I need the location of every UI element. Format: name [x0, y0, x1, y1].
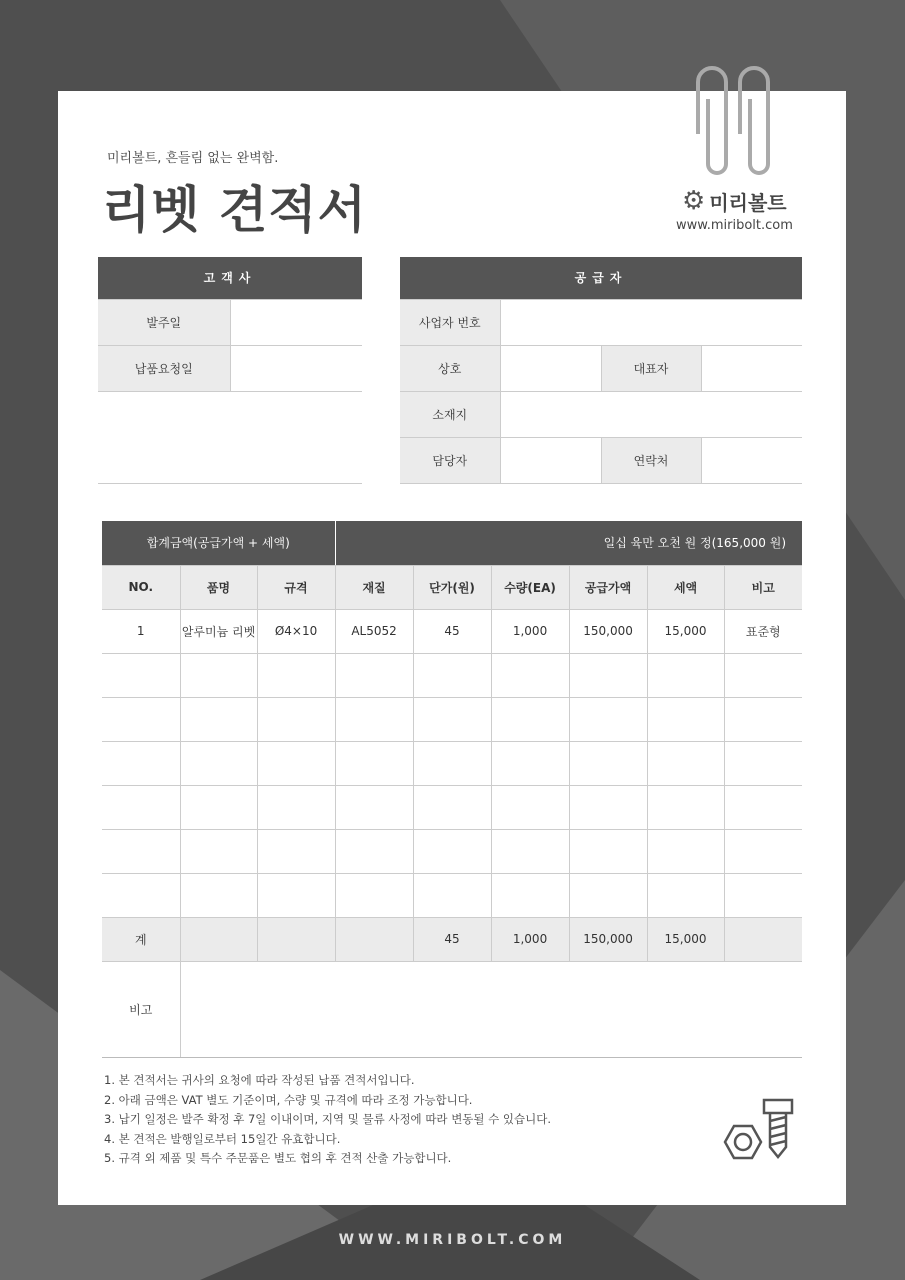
table-cell[interactable]	[102, 741, 180, 785]
column-header: 재질	[335, 565, 413, 609]
table-cell[interactable]: 알루미늄 리벳	[180, 609, 257, 653]
table-cell[interactable]	[180, 785, 257, 829]
order-date-label: 발주일	[98, 299, 230, 345]
column-header: 단가(원)	[413, 565, 491, 609]
sum-cell: 15,000	[647, 917, 724, 961]
table-cell[interactable]	[413, 873, 491, 917]
table-cell[interactable]	[724, 653, 802, 697]
table-cell[interactable]	[491, 785, 569, 829]
table-row	[102, 785, 802, 829]
customer-table	[98, 257, 362, 484]
remarks-label: 비고	[102, 961, 180, 1057]
column-header: 품명	[180, 565, 257, 609]
table-cell[interactable]	[102, 829, 180, 873]
table-cell[interactable]: 45	[413, 609, 491, 653]
table-cell[interactable]	[257, 697, 335, 741]
table-cell[interactable]	[335, 653, 413, 697]
table-cell[interactable]	[413, 785, 491, 829]
table-cell[interactable]	[335, 873, 413, 917]
supplier-header: 공급자	[400, 257, 802, 299]
total-value: 일십 육만 오천 원 정(165,000 원)	[335, 521, 802, 565]
table-cell[interactable]	[413, 829, 491, 873]
remarks-field[interactable]	[180, 961, 802, 1057]
table-cell[interactable]: AL5052	[335, 609, 413, 653]
note: 1. 본 견적서는 귀사의 요청에 따라 작성된 납품 견적서입니다.	[104, 1073, 415, 1087]
table-cell[interactable]	[257, 741, 335, 785]
page-title: 리벳 견적서	[102, 181, 367, 239]
table-cell[interactable]	[491, 697, 569, 741]
table-cell[interactable]	[491, 873, 569, 917]
table-cell[interactable]	[724, 873, 802, 917]
company-label: 상호	[400, 345, 500, 391]
total-label: 합계금액(공급가액 + 세액)	[102, 521, 335, 565]
tagline: 미리볼트, 흔들림 없는 완벽함.	[107, 151, 279, 166]
table-cell[interactable]	[569, 785, 647, 829]
table-cell[interactable]	[569, 829, 647, 873]
ceo-field[interactable]	[701, 345, 802, 391]
table-cell[interactable]	[491, 829, 569, 873]
sum-cell: 1,000	[491, 917, 569, 961]
table-cell[interactable]: Ø4×10	[257, 609, 335, 653]
sum-cell: 45	[413, 917, 491, 961]
note: 3. 납기 일정은 발주 확정 후 7일 이내이며, 지역 및 물류 사정에 따라 변동될 수 있습니다.	[104, 1112, 552, 1126]
column-header: NO.	[102, 565, 180, 609]
manager-label: 담당자	[400, 437, 500, 483]
contact-field[interactable]	[701, 437, 802, 483]
table-cell[interactable]	[102, 785, 180, 829]
column-headers	[102, 565, 802, 609]
table-cell[interactable]	[647, 873, 724, 917]
table-cell[interactable]	[569, 697, 647, 741]
table-cell[interactable]: 150,000	[569, 609, 647, 653]
sum-cell: 계	[102, 917, 180, 961]
table-cell[interactable]: 표준형	[724, 609, 802, 653]
customer-header: 고객사	[98, 257, 362, 299]
table-cell[interactable]	[491, 741, 569, 785]
contact-label: 연락처	[601, 437, 701, 483]
table-cell[interactable]: 15,000	[647, 609, 724, 653]
table-cell[interactable]	[335, 829, 413, 873]
column-header: 세액	[647, 565, 724, 609]
paperclip-icon	[688, 64, 783, 182]
delivery-date-label: 납품요청일	[98, 345, 230, 391]
table-cell[interactable]	[257, 829, 335, 873]
notes	[104, 1071, 551, 1169]
delivery-date-field[interactable]	[230, 345, 362, 391]
table-row	[102, 697, 802, 741]
table-cell[interactable]	[335, 785, 413, 829]
brand-url: www.miribolt.com	[676, 218, 793, 233]
table-cell[interactable]	[569, 653, 647, 697]
sum-cell	[335, 917, 413, 961]
table-cell[interactable]	[180, 697, 257, 741]
ceo-label: 대표자	[601, 345, 701, 391]
table-cell[interactable]	[257, 785, 335, 829]
table-cell[interactable]	[180, 741, 257, 785]
table-cell[interactable]	[257, 653, 335, 697]
column-header: 공급가액	[569, 565, 647, 609]
table-cell[interactable]: 1	[102, 609, 180, 653]
note: 4. 본 견적은 발행일로부터 15일간 유효합니다.	[104, 1131, 341, 1146]
table-cell[interactable]	[491, 653, 569, 697]
biz-no-field[interactable]	[500, 299, 802, 345]
table-cell[interactable]	[413, 697, 491, 741]
table-row	[102, 653, 802, 697]
manager-field[interactable]	[500, 437, 601, 483]
brand-name: 미리볼트	[709, 190, 787, 215]
note: 2. 아래 금액은 VAT 별도 기준이며, 수량 및 규격에 따라 조정 가능합니다.	[104, 1092, 473, 1107]
company-field[interactable]	[500, 345, 601, 391]
table-cell[interactable]	[257, 873, 335, 917]
table-cell[interactable]	[647, 785, 724, 829]
sum-cell	[257, 917, 335, 961]
column-header: 비고	[724, 565, 802, 609]
address-field[interactable]	[500, 391, 802, 437]
address-label: 소재지	[400, 391, 500, 437]
gear-icon: ⚙	[682, 186, 706, 216]
table-cell[interactable]	[180, 873, 257, 917]
order-date-field[interactable]	[230, 299, 362, 345]
table-row	[102, 829, 802, 873]
brand-logo	[682, 186, 787, 216]
table-cell[interactable]	[569, 873, 647, 917]
footer-url: WWW.MIRIBOLT.COM	[338, 1232, 567, 1248]
column-header: 수량(EA)	[491, 565, 569, 609]
table-cell[interactable]	[413, 741, 491, 785]
table-cell[interactable]	[413, 653, 491, 697]
customer-blank	[98, 391, 362, 483]
biz-no-label: 사업자 번호	[400, 299, 500, 345]
table-row	[102, 609, 802, 653]
nut-bolt-icon	[722, 1097, 798, 1161]
table-cell[interactable]	[335, 741, 413, 785]
table-cell[interactable]	[102, 653, 180, 697]
table-cell[interactable]	[569, 741, 647, 785]
supplier-table	[400, 257, 802, 484]
table-cell[interactable]	[102, 697, 180, 741]
table-row	[102, 873, 802, 917]
table-cell[interactable]	[335, 697, 413, 741]
items-table	[102, 521, 802, 1058]
table-cell[interactable]	[647, 829, 724, 873]
table-row	[102, 741, 802, 785]
table-cell[interactable]	[724, 741, 802, 785]
table-cell[interactable]	[647, 741, 724, 785]
sum-cell	[724, 917, 802, 961]
table-cell[interactable]	[180, 653, 257, 697]
table-cell[interactable]	[724, 697, 802, 741]
sum-row	[102, 917, 802, 961]
sum-cell: 150,000	[569, 917, 647, 961]
table-cell[interactable]	[647, 653, 724, 697]
note: 5. 규격 외 제품 및 특수 주문품은 별도 협의 후 견적 산출 가능합니다.	[104, 1151, 452, 1165]
table-cell[interactable]	[647, 697, 724, 741]
column-header: 규격	[257, 565, 335, 609]
table-cell[interactable]	[724, 785, 802, 829]
table-cell[interactable]	[102, 873, 180, 917]
table-cell[interactable]	[724, 829, 802, 873]
table-cell[interactable]: 1,000	[491, 609, 569, 653]
table-cell[interactable]	[180, 829, 257, 873]
sum-cell	[180, 917, 257, 961]
